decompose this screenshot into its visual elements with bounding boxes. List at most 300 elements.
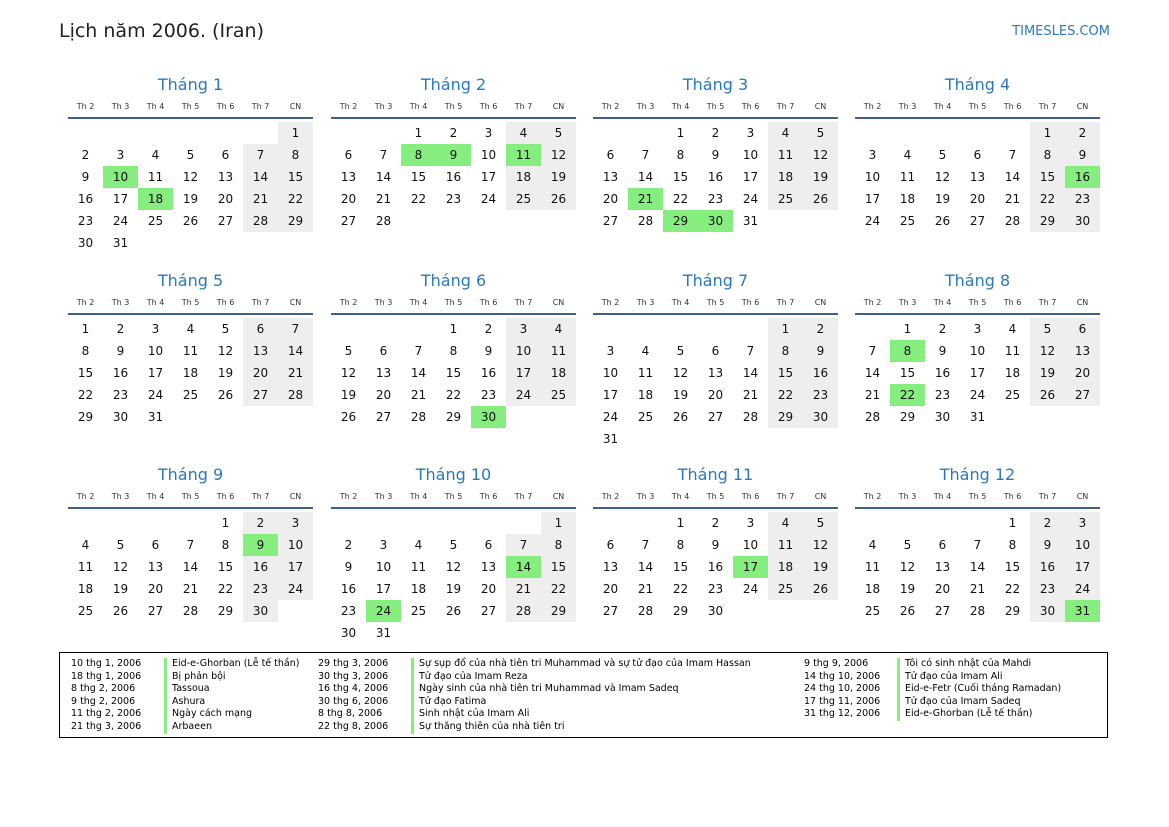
holiday-day-cell: 14: [506, 556, 541, 578]
day-cell: 23: [480, 388, 497, 402]
day-cell: 26: [1030, 384, 1065, 406]
weekday-label: CN: [1076, 298, 1089, 307]
day-cell: 6: [973, 148, 982, 162]
day-cell: 8: [221, 538, 230, 552]
day-cell: 13: [243, 340, 278, 362]
day-cell: 3: [151, 322, 160, 336]
legend-item: [318, 658, 751, 671]
day-cell: 29: [768, 406, 803, 428]
weekday-label: Th 6: [216, 102, 235, 111]
day-cell: 24: [480, 192, 497, 206]
holiday-day-cell: 8: [890, 340, 925, 362]
day-cell: 20: [1065, 362, 1100, 384]
day-cell: 29: [1030, 210, 1065, 232]
day-cell: 12: [899, 560, 916, 574]
holiday-day-cell: 10: [103, 166, 138, 188]
weekday-label: Th 7: [251, 492, 270, 501]
day-cell: 18: [768, 556, 803, 578]
day-cell: 11: [1004, 344, 1021, 358]
legend-item: [804, 708, 1061, 721]
day-cell: 24: [112, 214, 129, 228]
day-cell: 14: [243, 166, 278, 188]
weekday-label: CN: [289, 102, 302, 111]
weekday-label: Th 2: [76, 492, 95, 501]
weekday-label: Th 6: [216, 298, 235, 307]
day-cell: 1: [768, 318, 803, 340]
legend-item: [71, 658, 299, 671]
legend-date: 18 thg 1, 2006: [71, 670, 142, 682]
legend-holiday-name: Eid-e-Fetr (Cuối tháng Ramadan): [897, 683, 1061, 696]
day-cell: 19: [541, 166, 576, 188]
day-cell: 16: [243, 556, 278, 578]
weekday-label: Th 2: [76, 298, 95, 307]
empty-cell: [593, 122, 628, 144]
day-cell: 6: [221, 148, 230, 162]
day-cell: 31: [969, 410, 986, 424]
legend-holiday-name: Tử đạo của Imam Sadeq: [897, 696, 1021, 709]
month-block: [855, 269, 1100, 428]
empty-cell: [855, 512, 890, 534]
weekday-label: Th 5: [444, 102, 463, 111]
weekday-header: [331, 97, 576, 119]
empty-cell: [331, 512, 366, 534]
weekday-label: Th 7: [514, 298, 533, 307]
day-cell: 9: [938, 344, 947, 358]
day-cell: 14: [637, 170, 654, 184]
weekday-label: Th 6: [479, 102, 498, 111]
empty-cell: [995, 122, 1030, 144]
day-cell: 30: [77, 236, 94, 250]
day-cell: 12: [445, 560, 462, 574]
day-cell: 7: [278, 318, 313, 340]
day-cell: 4: [768, 122, 803, 144]
days-grid: [331, 122, 576, 232]
days-grid: [331, 318, 576, 428]
weekday-label: Th 6: [1003, 102, 1022, 111]
legend-item: [804, 683, 1061, 696]
day-cell: 5: [938, 148, 947, 162]
day-cell: 26: [803, 578, 838, 600]
day-cell: 6: [151, 538, 160, 552]
day-cell: 1: [1008, 516, 1017, 530]
day-cell: 5: [1030, 318, 1065, 340]
day-cell: 6: [606, 148, 615, 162]
month-block: [593, 269, 838, 450]
weekday-label: CN: [1076, 492, 1089, 501]
legend-column: [71, 658, 299, 734]
day-cell: 12: [934, 170, 951, 184]
day-cell: 11: [147, 170, 164, 184]
day-cell: 29: [445, 410, 462, 424]
empty-cell: [138, 512, 173, 534]
day-cell: 13: [969, 170, 986, 184]
weekday-label: Th 6: [741, 102, 760, 111]
day-cell: 10: [864, 170, 881, 184]
day-cell: 16: [1030, 556, 1065, 578]
day-cell: 27: [480, 604, 497, 618]
day-cell: 28: [182, 604, 199, 618]
day-cell: 27: [147, 604, 164, 618]
day-cell: 5: [803, 122, 838, 144]
weekday-label: CN: [289, 492, 302, 501]
empty-cell: [698, 318, 733, 340]
weekday-label: Th 2: [76, 102, 95, 111]
holiday-day-cell: 31: [1065, 600, 1100, 622]
day-cell: 10: [278, 534, 313, 556]
day-cell: 5: [116, 538, 125, 552]
weekday-label: Th 4: [933, 102, 952, 111]
month-name: Tháng 4: [944, 75, 1011, 94]
day-cell: 6: [344, 148, 353, 162]
empty-cell: [506, 512, 541, 534]
day-cell: 26: [672, 410, 689, 424]
days-grid: [68, 122, 313, 254]
day-cell: 19: [217, 366, 234, 380]
day-cell: 3: [868, 148, 877, 162]
day-cell: 5: [803, 512, 838, 534]
day-cell: 4: [1008, 322, 1017, 336]
weekday-label: Th 7: [1038, 492, 1057, 501]
day-cell: 26: [112, 604, 129, 618]
day-cell: 19: [112, 582, 129, 596]
weekday-header: [68, 97, 313, 119]
day-cell: 5: [541, 122, 576, 144]
day-cell: 4: [506, 122, 541, 144]
weekday-label: Th 3: [636, 298, 655, 307]
day-cell: 29: [672, 604, 689, 618]
legend-date: 9 thg 9, 2006: [804, 658, 869, 669]
day-cell: 16: [803, 362, 838, 384]
day-cell: 14: [637, 560, 654, 574]
legend-holiday-name: Tôi có sinh nhật của Mahdi: [897, 658, 1031, 671]
day-cell: 27: [934, 604, 951, 618]
weekday-label: Th 2: [863, 298, 882, 307]
day-cell: 21: [375, 192, 392, 206]
day-cell: 8: [81, 344, 90, 358]
day-cell: 10: [147, 344, 164, 358]
day-cell: 21: [243, 188, 278, 210]
day-cell: 28: [637, 604, 654, 618]
legend-date: 10 thg 1, 2006: [71, 658, 142, 669]
empty-cell: [366, 318, 401, 340]
weekday-label: CN: [289, 298, 302, 307]
day-cell: 1: [81, 322, 90, 336]
day-cell: 25: [637, 410, 654, 424]
day-cell: 21: [969, 582, 986, 596]
day-cell: 16: [480, 366, 497, 380]
day-cell: 13: [375, 366, 392, 380]
holiday-legend: [59, 652, 1108, 738]
month-block: [68, 73, 313, 254]
day-cell: 17: [742, 170, 759, 184]
day-cell: 18: [864, 582, 881, 596]
day-cell: 14: [410, 366, 427, 380]
day-cell: 24: [969, 388, 986, 402]
days-grid: [593, 122, 838, 232]
day-cell: 1: [449, 322, 458, 336]
day-cell: 12: [340, 366, 357, 380]
day-cell: 10: [742, 148, 759, 162]
day-cell: 27: [602, 604, 619, 618]
empty-cell: [663, 318, 698, 340]
day-cell: 24: [506, 384, 541, 406]
day-cell: 2: [344, 538, 353, 552]
day-cell: 20: [243, 362, 278, 384]
weekday-label: Th 7: [251, 102, 270, 111]
day-cell: 14: [182, 560, 199, 574]
legend-date: 8 thg 2, 2006: [71, 683, 136, 695]
day-cell: 11: [541, 340, 576, 362]
day-cell: 21: [506, 578, 541, 600]
weekday-label: CN: [552, 102, 565, 111]
day-cell: 16: [707, 560, 724, 574]
day-cell: 23: [243, 578, 278, 600]
day-cell: 27: [340, 214, 357, 228]
day-cell: 15: [1004, 560, 1021, 574]
day-cell: 18: [506, 166, 541, 188]
weekday-label: Th 4: [933, 298, 952, 307]
day-cell: 21: [1004, 192, 1021, 206]
day-cell: 27: [217, 214, 234, 228]
day-cell: 6: [711, 344, 720, 358]
day-cell: 5: [186, 148, 195, 162]
day-cell: 3: [1065, 512, 1100, 534]
day-cell: 25: [768, 578, 803, 600]
day-cell: 24: [278, 578, 313, 600]
days-grid: [855, 122, 1100, 232]
day-cell: 25: [147, 214, 164, 228]
day-cell: 29: [541, 600, 576, 622]
empty-cell: [628, 318, 663, 340]
holiday-day-cell: 22: [890, 384, 925, 406]
day-cell: 22: [217, 582, 234, 596]
day-cell: 2: [711, 516, 720, 530]
day-cell: 11: [768, 144, 803, 166]
weekday-label: Th 5: [968, 492, 987, 501]
day-cell: 4: [541, 318, 576, 340]
day-cell: 14: [864, 366, 881, 380]
weekday-label: Th 2: [601, 492, 620, 501]
weekday-label: Th 6: [1003, 298, 1022, 307]
empty-cell: [593, 318, 628, 340]
day-cell: 12: [217, 344, 234, 358]
holiday-day-cell: 30: [698, 210, 733, 232]
legend-item: [804, 696, 1061, 709]
weekday-header: [855, 293, 1100, 315]
days-grid: [855, 318, 1100, 428]
day-cell: 11: [637, 366, 654, 380]
day-cell: 8: [1008, 538, 1017, 552]
day-cell: 14: [969, 560, 986, 574]
day-cell: 6: [484, 538, 493, 552]
day-cell: 17: [1065, 556, 1100, 578]
day-cell: 2: [938, 322, 947, 336]
weekday-header: [331, 293, 576, 315]
day-cell: 2: [803, 318, 838, 340]
day-cell: 16: [112, 366, 129, 380]
empty-cell: [855, 318, 890, 340]
day-cell: 30: [243, 600, 278, 622]
legend-holiday-name: Tử đạo của Imam Reza: [411, 671, 528, 684]
month-name: Tháng 2: [420, 75, 487, 94]
day-cell: 15: [1030, 166, 1065, 188]
day-cell: 1: [1030, 122, 1065, 144]
day-cell: 12: [672, 366, 689, 380]
day-cell: 7: [973, 538, 982, 552]
day-cell: 11: [899, 170, 916, 184]
day-cell: 11: [77, 560, 94, 574]
site-link[interactable]: TIMESLES.COM: [1012, 24, 1110, 39]
day-cell: 30: [340, 626, 357, 640]
weekday-header: [855, 487, 1100, 509]
month-block: [68, 463, 313, 622]
weekday-label: Th 4: [146, 298, 165, 307]
day-cell: 8: [1030, 144, 1065, 166]
empty-cell: [401, 318, 436, 340]
empty-cell: [471, 512, 506, 534]
legend-holiday-name: Bị phản bội: [164, 671, 226, 684]
day-cell: 13: [480, 560, 497, 574]
month-block: [593, 73, 838, 232]
day-cell: 16: [77, 192, 94, 206]
month-block: [331, 269, 576, 428]
empty-cell: [960, 122, 995, 144]
day-cell: 15: [672, 560, 689, 574]
holiday-day-cell: 29: [663, 210, 698, 232]
legend-date: 30 thg 6, 2006: [318, 695, 389, 707]
weekday-label: CN: [1076, 102, 1089, 111]
day-cell: 5: [449, 538, 458, 552]
weekday-header: [593, 487, 838, 509]
day-cell: 21: [864, 388, 881, 402]
day-cell: 21: [278, 362, 313, 384]
empty-cell: [243, 122, 278, 144]
day-cell: 24: [147, 388, 164, 402]
day-cell: 28: [637, 214, 654, 228]
weekday-label: Th 7: [251, 298, 270, 307]
page-title: Lịch năm 2006. (Iran): [59, 20, 264, 42]
day-cell: 19: [182, 192, 199, 206]
day-cell: 5: [676, 344, 685, 358]
day-cell: 30: [112, 410, 129, 424]
day-cell: 16: [445, 170, 462, 184]
weekday-label: Th 5: [444, 492, 463, 501]
day-cell: 19: [340, 388, 357, 402]
holiday-day-cell: 9: [436, 144, 471, 166]
day-cell: 4: [151, 148, 160, 162]
day-cell: 8: [541, 534, 576, 556]
days-grid: [331, 512, 576, 644]
day-cell: 12: [112, 560, 129, 574]
legend-date: 21 thg 3, 2006: [71, 720, 142, 732]
weekday-label: Th 3: [636, 102, 655, 111]
day-cell: 3: [116, 148, 125, 162]
legend-date: 11 thg 2, 2006: [71, 708, 142, 720]
legend-item: [804, 671, 1061, 684]
day-cell: 1: [278, 122, 313, 144]
day-cell: 31: [742, 214, 759, 228]
day-cell: 12: [182, 170, 199, 184]
weekday-label: Th 5: [181, 298, 200, 307]
month-name: Tháng 5: [157, 271, 224, 290]
day-cell: 27: [1065, 384, 1100, 406]
weekday-label: Th 5: [181, 102, 200, 111]
holiday-day-cell: 8: [401, 144, 436, 166]
day-cell: 17: [864, 192, 881, 206]
legend-item: [71, 708, 299, 721]
weekday-label: Th 7: [514, 492, 533, 501]
days-grid: [855, 512, 1100, 622]
weekday-label: Th 3: [898, 298, 917, 307]
day-cell: 20: [147, 582, 164, 596]
month-name: Tháng 1: [157, 75, 224, 94]
day-cell: 3: [973, 322, 982, 336]
day-cell: 26: [445, 604, 462, 618]
day-cell: 12: [803, 144, 838, 166]
day-cell: 30: [803, 406, 838, 428]
legend-holiday-name: Eid-e-Ghorban (Lễ tế thần): [897, 708, 1032, 721]
day-cell: 27: [375, 410, 392, 424]
day-cell: 25: [410, 604, 427, 618]
month-name: Tháng 7: [682, 271, 749, 290]
day-cell: 9: [81, 170, 90, 184]
empty-cell: [173, 512, 208, 534]
day-cell: 3: [746, 516, 755, 530]
day-cell: 5: [221, 322, 230, 336]
day-cell: 20: [969, 192, 986, 206]
day-cell: 1: [414, 126, 423, 140]
legend-item: [318, 708, 751, 721]
day-cell: 17: [969, 366, 986, 380]
day-cell: 2: [116, 322, 125, 336]
empty-cell: [925, 122, 960, 144]
day-cell: 3: [746, 126, 755, 140]
day-cell: 26: [934, 214, 951, 228]
day-cell: 10: [742, 538, 759, 552]
legend-holiday-name: Ngày cách mạng: [164, 708, 252, 721]
day-cell: 17: [112, 192, 129, 206]
legend-date: 8 thg 8, 2006: [318, 708, 383, 720]
legend-column: [318, 658, 751, 734]
day-cell: 28: [506, 600, 541, 622]
weekday-header: [68, 487, 313, 509]
legend-holiday-name: Tassoua: [164, 683, 210, 696]
month-name: Tháng 8: [944, 271, 1011, 290]
empty-cell: [366, 512, 401, 534]
empty-cell: [855, 122, 890, 144]
day-cell: 7: [414, 344, 423, 358]
day-cell: 30: [934, 410, 951, 424]
day-cell: 14: [375, 170, 392, 184]
weekday-label: CN: [814, 492, 827, 501]
empty-cell: [173, 122, 208, 144]
weekday-label: Th 3: [636, 492, 655, 501]
day-cell: 8: [768, 340, 803, 362]
day-cell: 18: [899, 192, 916, 206]
day-cell: 3: [278, 512, 313, 534]
day-cell: 19: [445, 582, 462, 596]
day-cell: 4: [414, 538, 423, 552]
day-cell: 13: [934, 560, 951, 574]
day-cell: 3: [484, 126, 493, 140]
day-cell: 3: [606, 344, 615, 358]
empty-cell: [960, 512, 995, 534]
day-cell: 13: [147, 560, 164, 574]
day-cell: 19: [899, 582, 916, 596]
legend-holiday-name: Sự thăng thiên của nhà tiên tri: [411, 721, 564, 734]
day-cell: 15: [410, 170, 427, 184]
legend-item: [71, 671, 299, 684]
